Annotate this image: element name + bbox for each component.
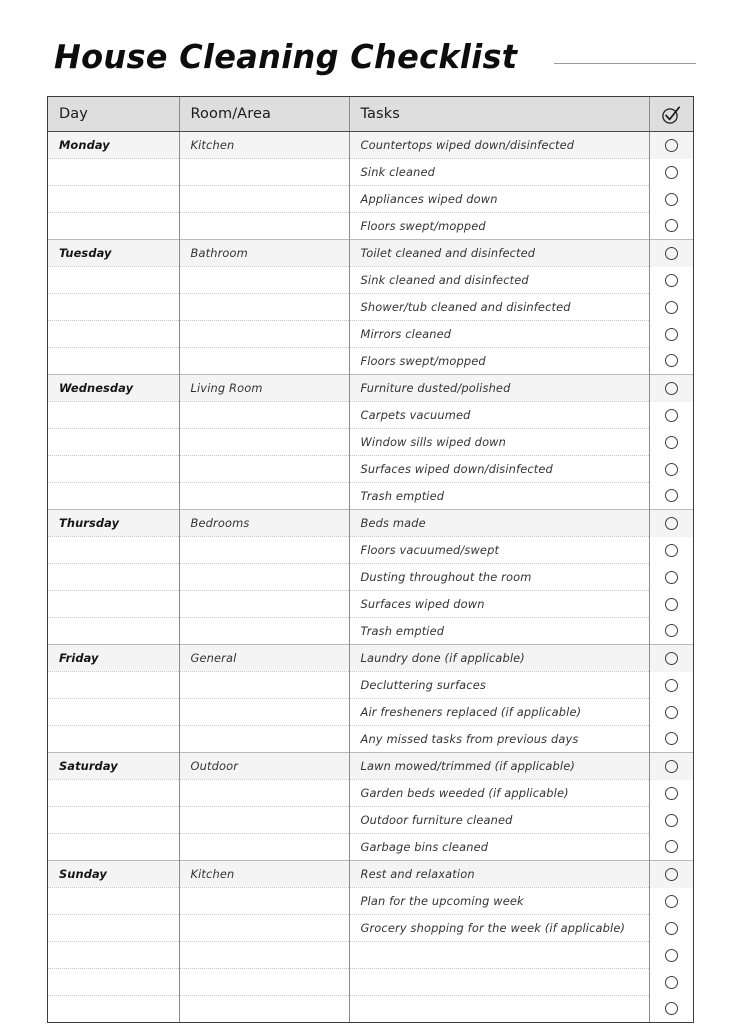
cell-day — [48, 591, 179, 618]
cell-room: Living Room — [179, 375, 349, 402]
cell-day: Friday — [48, 645, 179, 672]
empty-circle-icon — [665, 1002, 678, 1015]
empty-circle-icon — [665, 976, 678, 989]
column-header-done — [649, 97, 693, 132]
empty-circle-icon — [665, 274, 678, 287]
cell-day — [48, 348, 179, 375]
cell-room — [179, 942, 349, 969]
title-row — [54, 30, 696, 82]
empty-circle-icon — [665, 652, 678, 665]
cell-task: Surfaces wiped down — [349, 591, 649, 618]
cell-task: Toilet cleaned and disinfected — [349, 240, 649, 267]
empty-circle-icon — [665, 436, 678, 449]
cell-day: Saturday — [48, 753, 179, 780]
empty-circle-icon — [665, 382, 678, 395]
cell-room — [179, 996, 349, 1023]
empty-circle-icon — [665, 328, 678, 341]
cell-task: Sink cleaned — [349, 159, 649, 186]
cell-day — [48, 807, 179, 834]
cell-task: Shower/tub cleaned and disinfected — [349, 294, 649, 321]
table-row[interactable] — [48, 645, 693, 672]
table-row[interactable] — [48, 267, 693, 294]
empty-circle-icon — [665, 624, 678, 637]
checklist-table-container — [47, 96, 694, 1023]
cell-task: Carpets vacuumed — [349, 402, 649, 429]
cell-room — [179, 186, 349, 213]
cell-task: Plan for the upcoming week — [349, 888, 649, 915]
empty-circle-icon — [665, 301, 678, 314]
table-header-row — [48, 97, 693, 132]
cell-day: Monday — [48, 132, 179, 159]
empty-circle-icon — [665, 193, 678, 206]
cell-room — [179, 699, 349, 726]
cell-room: General — [179, 645, 349, 672]
task-checkbox[interactable] — [649, 591, 693, 618]
cell-task: Decluttering surfaces — [349, 672, 649, 699]
task-checkbox[interactable] — [649, 429, 693, 456]
table-row[interactable] — [48, 591, 693, 618]
cell-room — [179, 780, 349, 807]
table-row[interactable] — [48, 861, 693, 888]
cell-room — [179, 159, 349, 186]
cell-room — [179, 456, 349, 483]
cell-day — [48, 915, 179, 942]
table-row[interactable] — [48, 726, 693, 753]
cell-room — [179, 618, 349, 645]
cell-task: Any missed tasks from previous days — [349, 726, 649, 753]
cell-task: Air fresheners replaced (if applicable) — [349, 699, 649, 726]
empty-circle-icon — [665, 571, 678, 584]
table-row[interactable] — [48, 321, 693, 348]
column-header-room: Room/Area — [179, 97, 349, 132]
empty-circle-icon — [665, 732, 678, 745]
table-row[interactable] — [48, 294, 693, 321]
table-row[interactable] — [48, 753, 693, 780]
table-row[interactable] — [48, 969, 693, 996]
cell-day — [48, 537, 179, 564]
empty-circle-icon — [665, 949, 678, 962]
task-checkbox[interactable] — [649, 159, 693, 186]
table-row[interactable] — [48, 402, 693, 429]
table-row[interactable] — [48, 213, 693, 240]
empty-circle-icon — [665, 463, 678, 476]
table-row[interactable] — [48, 915, 693, 942]
task-checkbox[interactable] — [649, 375, 693, 402]
title-underline-rule — [554, 63, 696, 64]
cell-task: Beds made — [349, 510, 649, 537]
task-checkbox[interactable] — [649, 861, 693, 888]
cell-task: Rest and relaxation — [349, 861, 649, 888]
empty-circle-icon — [665, 517, 678, 530]
cell-task: Countertops wiped down/disinfected — [349, 132, 649, 159]
checkbox-checked-icon — [660, 104, 682, 126]
column-header-tasks: Tasks — [349, 97, 649, 132]
table-row[interactable] — [48, 942, 693, 969]
cell-day — [48, 834, 179, 861]
column-header-day: Day — [48, 97, 179, 132]
cell-task: Trash emptied — [349, 483, 649, 510]
cell-task: Mirrors cleaned — [349, 321, 649, 348]
task-checkbox[interactable] — [649, 672, 693, 699]
cell-day — [48, 267, 179, 294]
cell-task: Dusting throughout the room — [349, 564, 649, 591]
table-row[interactable] — [48, 537, 693, 564]
empty-circle-icon — [665, 706, 678, 719]
table-row[interactable] — [48, 510, 693, 537]
cell-room — [179, 348, 349, 375]
empty-circle-icon — [665, 598, 678, 611]
table-row[interactable] — [48, 699, 693, 726]
cell-day: Wednesday — [48, 375, 179, 402]
cell-task — [349, 969, 649, 996]
task-checkbox[interactable] — [649, 483, 693, 510]
table-row[interactable] — [48, 429, 693, 456]
empty-circle-icon — [665, 247, 678, 260]
task-checkbox[interactable] — [649, 996, 693, 1023]
empty-circle-icon — [665, 760, 678, 773]
empty-circle-icon — [665, 219, 678, 232]
cell-day — [48, 159, 179, 186]
cell-task — [349, 942, 649, 969]
task-checkbox[interactable] — [649, 942, 693, 969]
cell-day — [48, 429, 179, 456]
task-checkbox[interactable] — [649, 213, 693, 240]
task-checkbox[interactable] — [649, 132, 693, 159]
cell-day — [48, 483, 179, 510]
cell-task: Garbage bins cleaned — [349, 834, 649, 861]
cell-day — [48, 618, 179, 645]
task-checkbox[interactable] — [649, 564, 693, 591]
table-body — [48, 132, 693, 1023]
empty-circle-icon — [665, 814, 678, 827]
cell-room: Kitchen — [179, 861, 349, 888]
task-checkbox[interactable] — [649, 699, 693, 726]
cell-task: Surfaces wiped down/disinfected — [349, 456, 649, 483]
cell-task: Grocery shopping for the week (if applicable) — [349, 915, 649, 942]
task-checkbox[interactable] — [649, 510, 693, 537]
table-row[interactable] — [48, 375, 693, 402]
cell-room — [179, 483, 349, 510]
cell-room: Bathroom — [179, 240, 349, 267]
cell-room — [179, 915, 349, 942]
task-checkbox[interactable] — [649, 645, 693, 672]
cell-task: Floors vacuumed/swept — [349, 537, 649, 564]
cell-day — [48, 321, 179, 348]
table-row[interactable] — [48, 996, 693, 1023]
empty-circle-icon — [665, 895, 678, 908]
task-checkbox[interactable] — [649, 726, 693, 753]
cell-day — [48, 672, 179, 699]
task-checkbox[interactable] — [649, 402, 693, 429]
cell-day: Sunday — [48, 861, 179, 888]
cell-room: Bedrooms — [179, 510, 349, 537]
table-row[interactable] — [48, 564, 693, 591]
cell-day: Tuesday — [48, 240, 179, 267]
cell-day — [48, 186, 179, 213]
cell-day — [48, 888, 179, 915]
cell-room — [179, 969, 349, 996]
cell-room — [179, 294, 349, 321]
table-row[interactable] — [48, 834, 693, 861]
cell-task: Laundry done (if applicable) — [349, 645, 649, 672]
cell-room — [179, 591, 349, 618]
cell-day — [48, 699, 179, 726]
cell-day — [48, 996, 179, 1023]
cell-room — [179, 672, 349, 699]
cell-room — [179, 888, 349, 915]
table-row[interactable] — [48, 159, 693, 186]
cell-day — [48, 213, 179, 240]
table-row[interactable] — [48, 672, 693, 699]
cell-task: Floors swept/mopped — [349, 348, 649, 375]
cell-task: Lawn mowed/trimmed (if applicable) — [349, 753, 649, 780]
task-checkbox[interactable] — [649, 267, 693, 294]
cell-day — [48, 942, 179, 969]
empty-circle-icon — [665, 840, 678, 853]
cell-room: Kitchen — [179, 132, 349, 159]
cell-day — [48, 969, 179, 996]
cell-room — [179, 564, 349, 591]
cell-room — [179, 807, 349, 834]
empty-circle-icon — [665, 679, 678, 692]
cell-task: Floors swept/mopped — [349, 213, 649, 240]
cell-room — [179, 321, 349, 348]
task-checkbox[interactable] — [649, 240, 693, 267]
empty-circle-icon — [665, 544, 678, 557]
table-row[interactable] — [48, 483, 693, 510]
table-row[interactable] — [48, 780, 693, 807]
page-title: House Cleaning Checklist — [54, 36, 518, 76]
table-row[interactable] — [48, 807, 693, 834]
cell-room — [179, 402, 349, 429]
cell-task: Trash emptied — [349, 618, 649, 645]
task-checkbox[interactable] — [649, 969, 693, 996]
empty-circle-icon — [665, 868, 678, 881]
cell-day — [48, 402, 179, 429]
task-checkbox[interactable] — [649, 348, 693, 375]
task-checkbox[interactable] — [649, 618, 693, 645]
cell-day — [48, 780, 179, 807]
table-row[interactable] — [48, 240, 693, 267]
table-row[interactable] — [48, 348, 693, 375]
empty-circle-icon — [665, 787, 678, 800]
cell-day: Thursday — [48, 510, 179, 537]
cell-task: Furniture dusted/polished — [349, 375, 649, 402]
cell-day — [48, 726, 179, 753]
cell-day — [48, 564, 179, 591]
table-row[interactable] — [48, 618, 693, 645]
cell-room — [179, 834, 349, 861]
cell-room — [179, 429, 349, 456]
task-checkbox[interactable] — [649, 186, 693, 213]
task-checkbox[interactable] — [649, 456, 693, 483]
cell-room: Outdoor — [179, 753, 349, 780]
cell-room — [179, 267, 349, 294]
cell-task — [349, 996, 649, 1023]
cell-day — [48, 294, 179, 321]
task-checkbox[interactable] — [649, 888, 693, 915]
empty-circle-icon — [665, 922, 678, 935]
task-checkbox[interactable] — [649, 780, 693, 807]
table-head — [48, 97, 693, 132]
empty-circle-icon — [665, 166, 678, 179]
task-checkbox[interactable] — [649, 807, 693, 834]
cell-task: Window sills wiped down — [349, 429, 649, 456]
empty-circle-icon — [665, 409, 678, 422]
task-checkbox[interactable] — [649, 834, 693, 861]
cell-task: Garden beds weeded (if applicable) — [349, 780, 649, 807]
table-row[interactable] — [48, 456, 693, 483]
cell-room — [179, 213, 349, 240]
table-row[interactable] — [48, 186, 693, 213]
task-checkbox[interactable] — [649, 537, 693, 564]
task-checkbox[interactable] — [649, 915, 693, 942]
cell-task: Sink cleaned and disinfected — [349, 267, 649, 294]
cell-task: Appliances wiped down — [349, 186, 649, 213]
empty-circle-icon — [665, 139, 678, 152]
task-checkbox[interactable] — [649, 294, 693, 321]
cell-task: Outdoor furniture cleaned — [349, 807, 649, 834]
cell-day — [48, 456, 179, 483]
cell-room — [179, 537, 349, 564]
empty-circle-icon — [665, 354, 678, 367]
task-checkbox[interactable] — [649, 753, 693, 780]
task-checkbox[interactable] — [649, 321, 693, 348]
checklist-table — [48, 97, 693, 1022]
empty-circle-icon — [665, 489, 678, 502]
cell-room — [179, 726, 349, 753]
table-row[interactable] — [48, 888, 693, 915]
table-row[interactable] — [48, 132, 693, 159]
